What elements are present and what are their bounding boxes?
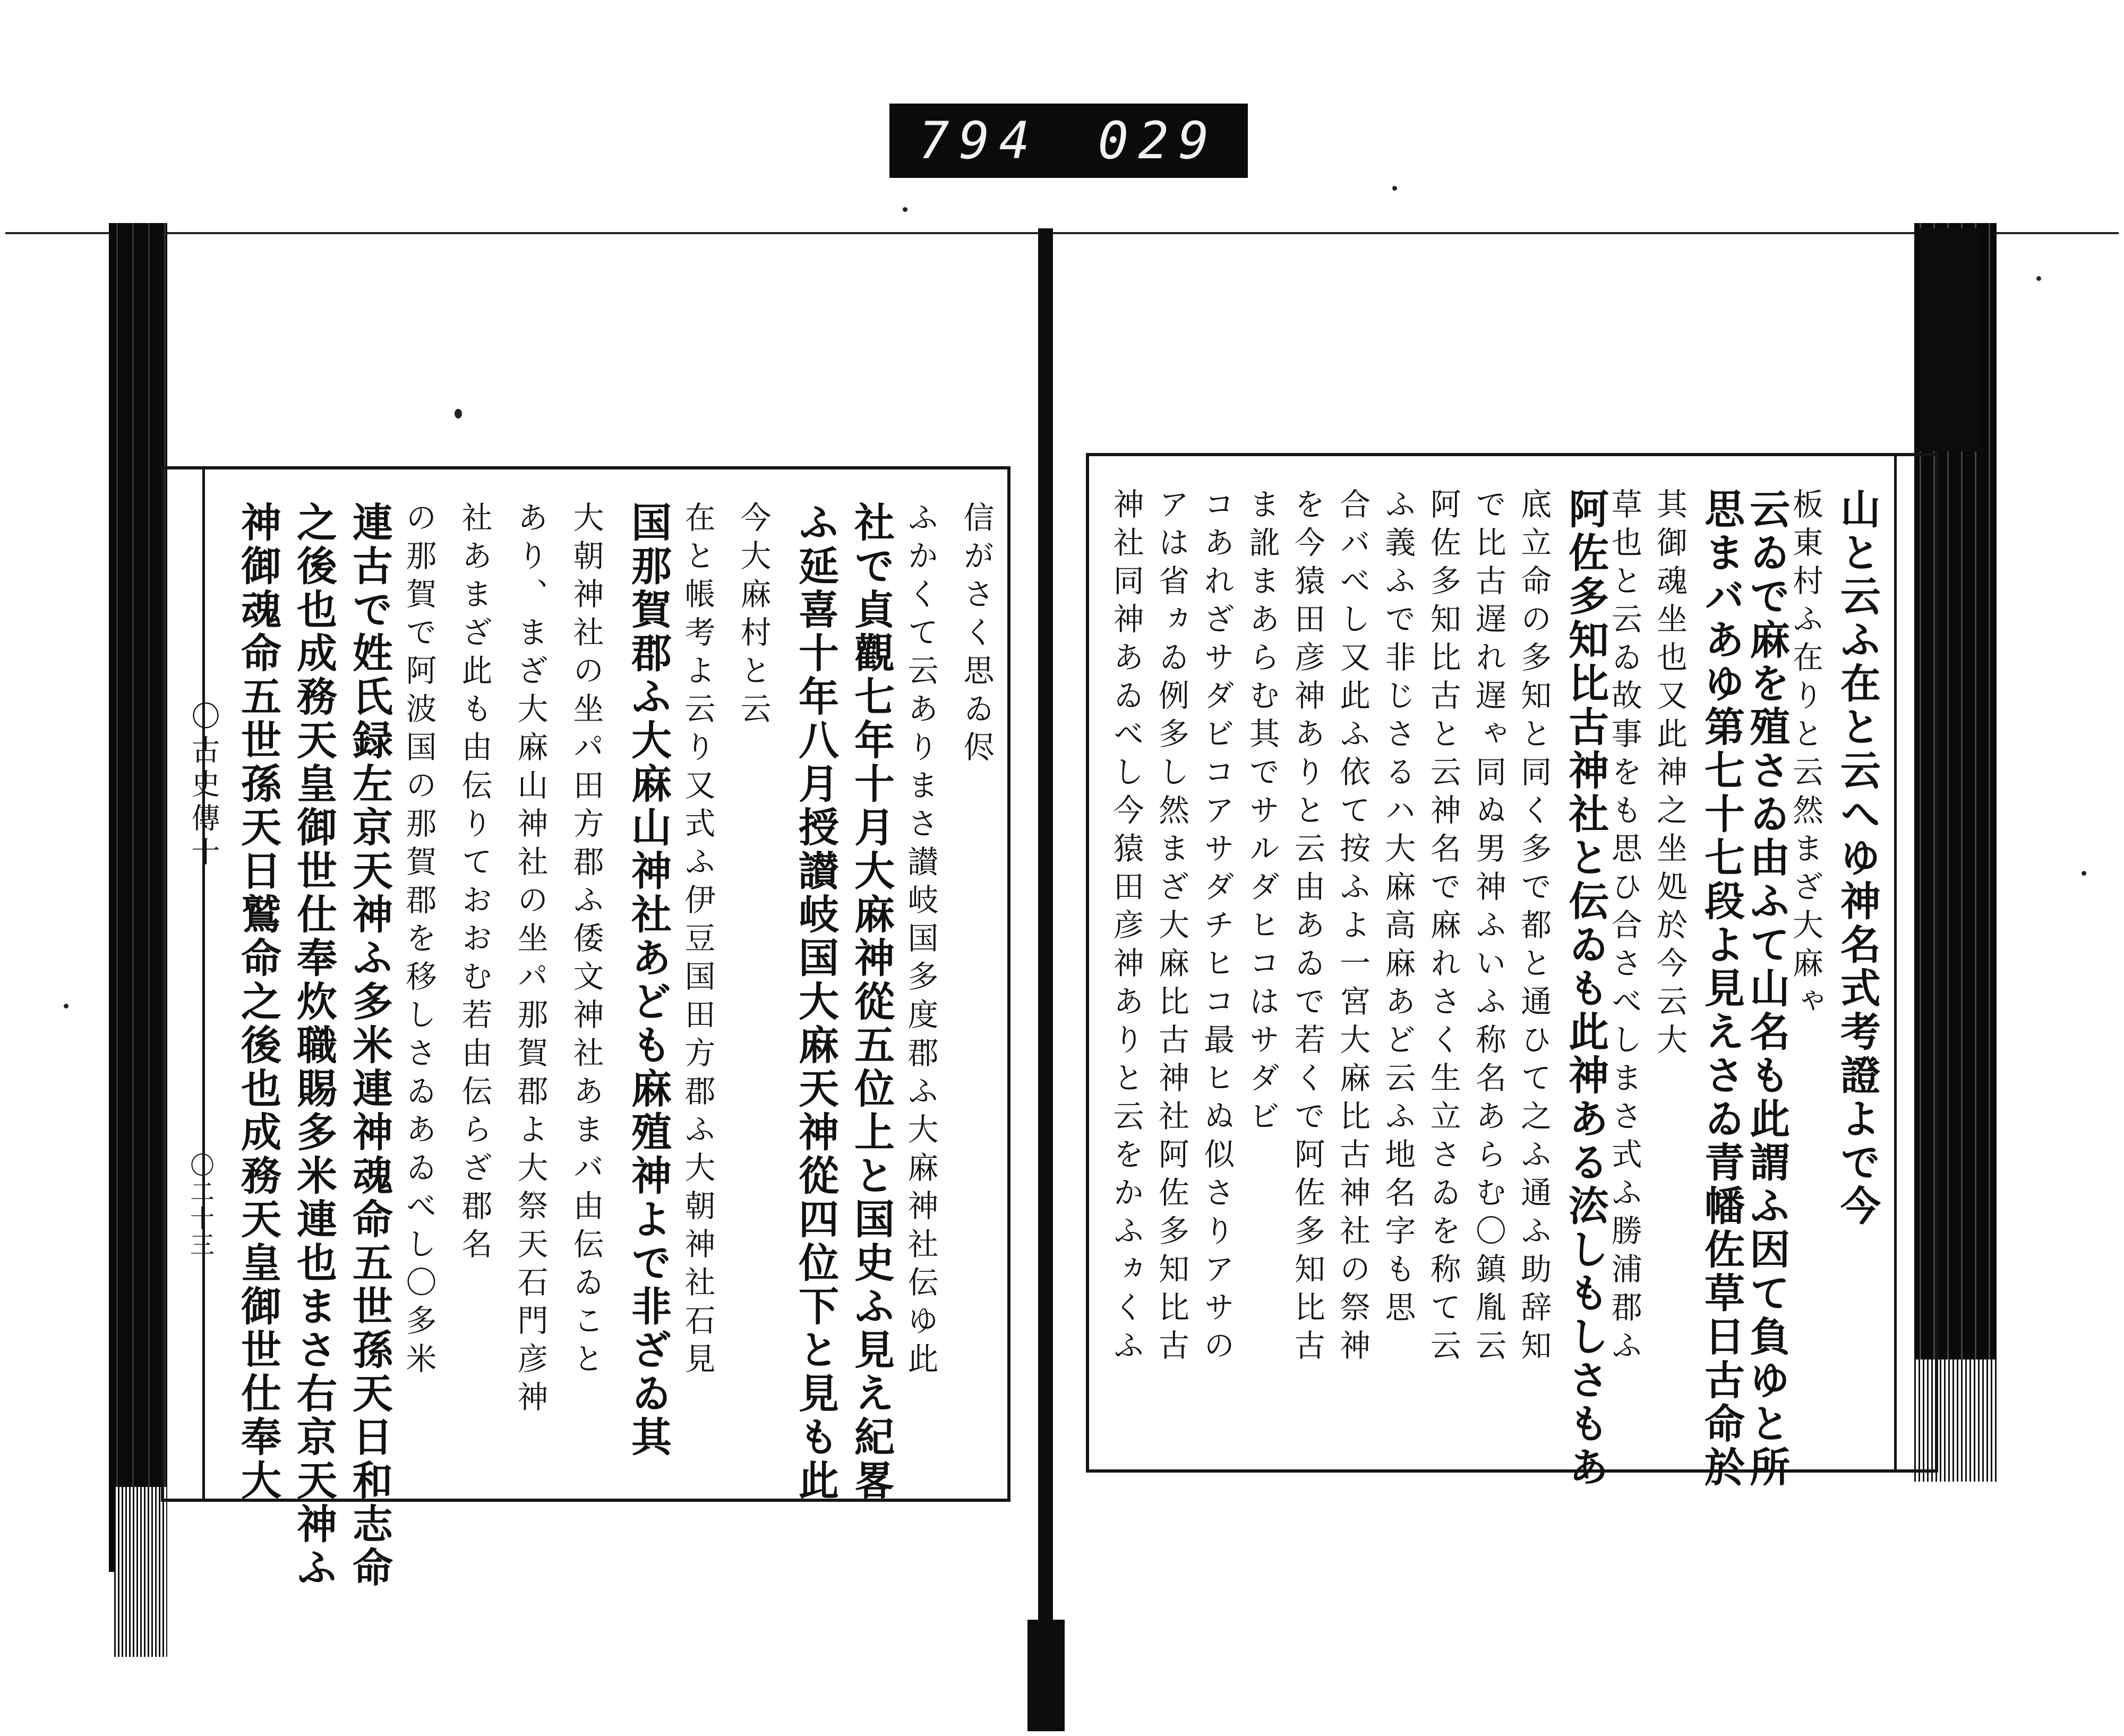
left-page-column: 之後也成務天皇御世仕奉炊職賜多米連也まさ右京天神ふ [290, 501, 338, 1590]
margin-title: 〇古史傳十 [187, 701, 220, 871]
right-page-column: 思まバあゆ第七十七段よ見えさゐ青幡佐草日古命於 [1698, 488, 1745, 1490]
left-page-column: 信がさく思ゐ侭 [958, 501, 995, 769]
left-page-margin-rule [202, 469, 205, 1499]
right-page [1086, 453, 1938, 1490]
right-page-column: コあれざサダビコアサダチヒコ最ヒぬ似さりアサの [1198, 488, 1235, 1367]
left-page-column: あり、まざ大麻山神社の坐パ那賀郡よ大祭天石門彦神 [512, 501, 549, 1419]
left-page-column: 在と帳考よ云り又式ふ伊豆国田方郡ふ大朝神社石見 [679, 501, 716, 1381]
right-page-margin-rule [1894, 456, 1897, 1469]
right-page-column: 阿佐多知比古と云神名で麻れさく生立さゐを称て云 [1425, 488, 1461, 1367]
frame-number-right: 029 [1098, 111, 1219, 170]
left-page-column: 社あまざ此も由伝りておおむ若由伝らざ郡名 [456, 501, 493, 1266]
left-page-column: ふ延喜十年八月授讃岐国大麻天神從四位下と見も此 [792, 501, 840, 1503]
right-page-column: 草也と云ゐ故事をも思ひ合さべしまさ式ふ勝浦郡ふ [1606, 488, 1642, 1367]
left-page-column: 国那賀郡ふ大麻山神社あども麻殖神よで非ざゐ其 [624, 501, 672, 1459]
left-book-edge [109, 223, 167, 1572]
right-page-column: アは省ヵゐ例多し然まざ大麻比古神社阿佐多知比古 [1153, 488, 1189, 1367]
book-spine [1038, 228, 1053, 1662]
right-page-column: を今猿田彦神ありと云由あゐで若くで阿佐多知比古 [1289, 488, 1325, 1367]
right-page-column: で比古遅れ遅ゃ同ぬ男神ふいふ称名あらむ〇鎮胤云 [1470, 488, 1506, 1367]
left-page-column: の那賀で阿波国の那賀郡を移しさゐあゐべし〇多米 [400, 501, 437, 1381]
frame-number-left: 794 [919, 111, 1040, 170]
left-page-column: 神御魂命五世孫天日鷲命之後也成務天皇御世仕奉大 [234, 501, 282, 1503]
left-page-column: 連古で姓氏録左京天神ふ多米連神魂命五世孫天日和志命 [346, 501, 393, 1590]
right-page-text [1102, 488, 1881, 1490]
right-page-column: 其御魂坐也又此神之坐処於今云大 [1651, 488, 1688, 1062]
left-page-column: 大朝神社の坐パ田方郡ふ倭文神社あまバ由伝ゐこと [568, 501, 604, 1381]
right-page-column: 神社同神あゐべし今猿田彦神ありと云をかふヵくふ [1108, 488, 1144, 1367]
right-page-column: 底立命の多知と同く多で都と通ひて之ふ通ふ助辞知 [1515, 488, 1552, 1367]
right-page-column: 板東村ふ在りと云然まざ大麻ゃ [1787, 488, 1824, 1023]
top-rule [5, 232, 2119, 234]
right-page-column: 阿佐多知比古神社と伝ゐも此神ある㳒しもしさもあ [1562, 488, 1609, 1490]
frame-number-label [889, 104, 1248, 178]
right-page-column: 山と云ふ在と云へゆ神名式考證よで今 [1834, 488, 1881, 1228]
right-page-column: ふ義ふで非じさるハ大麻高麻あど云ふ地名字も思 [1380, 488, 1416, 1329]
left-book-edge-fray [114, 1487, 167, 1657]
left-page-text [222, 501, 1003, 1590]
right-page-column: 云ゐで麻を殖さゐ由ふて山名も此謂ふ因て負ゆと所 [1743, 488, 1791, 1490]
book-spine-foot [1027, 1620, 1065, 1731]
right-book-edge-cap [1917, 228, 1981, 451]
left-page-column: 社で貞觀七年十月大麻神從五位上と国史ふ見え紀畧 [847, 501, 895, 1503]
left-page-column: 今大麻村と云 [735, 501, 772, 731]
left-page [161, 466, 1010, 1590]
right-page-column: ま訛まあらむ其でサルダヒコはサダビ [1244, 488, 1280, 1138]
left-page-column: ふかくて云ありまさ讃岐国多度郡ふ大麻神社伝ゆ此 [902, 501, 939, 1381]
margin-page-number: 〇二十三 [186, 1152, 215, 1259]
right-page-column: 合バべし又此ふ依て按ふよ一宮大麻比古神社の祭神 [1334, 488, 1371, 1367]
